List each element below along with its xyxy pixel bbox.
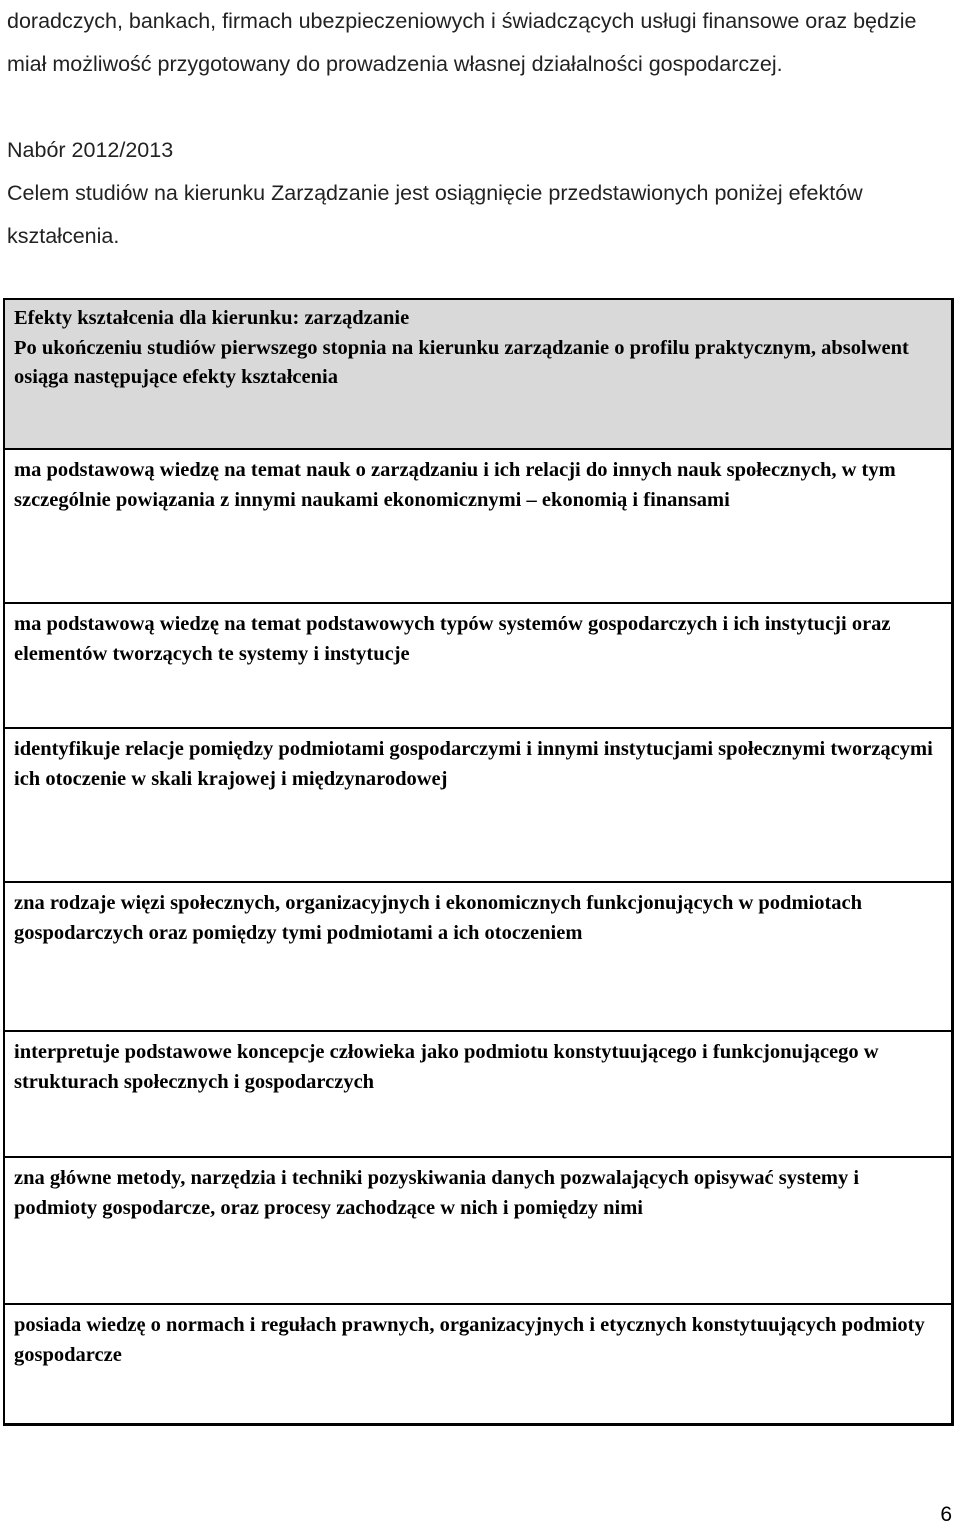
table-row: ma podstawową wiedzę na temat nauk o zarządzaniu i ich relacji do innych nauk społecznych, w tym szczególnie powiązania z innymi naukami ekonomicznymi – ekonomią i finansami	[5, 450, 951, 604]
page-number: 6	[940, 1503, 952, 1526]
recruitment-heading: Nabór 2012/2013	[7, 138, 174, 162]
table-header-title: Efekty kształcenia dla kierunku: zarządzanie	[14, 307, 410, 329]
table-header-subtitle: Po ukończeniu studiów pierwszego stopnia na kierunku zarządzanie o profilu praktycznym, absolwent osiąga następujące efekty kształcenia	[14, 336, 909, 388]
study-goal-paragraph: Celem studiów na kierunku Zarządzanie jest osiągnięcie przedstawionych poniżej efektów kształcenia.	[7, 181, 863, 248]
table-row: posiada wiedzę o normach i regułach prawnych, organizacyjnych i etycznych konstytuujących podmioty gospodarcze	[14, 1314, 925, 1366]
intro-paragraph: doradczych, bankach, firmach ubezpieczeniowych i świadczących usługi finansowe oraz będzie miał możliwość przygotowany do prowadzenia własnej działalności gospodarczej.	[7, 9, 917, 76]
intro-text-block	[7, 0, 957, 258]
table-row: ma podstawową wiedzę na temat podstawowych typów systemów gospodarczych i ich instytucji oraz elementów tworzących te systemy i instytucje	[5, 604, 951, 729]
table-row: zna główne metody, narzędzia i techniki pozyskiwania danych pozwalających opisywać systemy i podmioty gospodarcze, oraz procesy zachodzące w nich i pomiędzy nimi	[5, 1158, 951, 1305]
table-row: interpretuje podstawowe koncepcje człowieka jako podmiotu konstytuującego i funkcjonującego w strukturach społecznych i gospodarczych	[5, 1032, 951, 1158]
table-row: identyfikuje relacje pomiędzy podmiotami gospodarczymi i innymi instytucjami społecznymi tworzącymi ich otoczenie w skali krajowej i międzynarodowej	[5, 729, 951, 883]
table-header-cell	[5, 300, 951, 450]
table-row: zna rodzaje więzi społecznych, organizacyjnych i ekonomicznych funkcjonujących w podmiotach gospodarczych oraz pomiędzy tymi podmiotami a ich otoczeniem	[5, 883, 951, 1032]
learning-outcomes-table	[3, 298, 954, 1426]
